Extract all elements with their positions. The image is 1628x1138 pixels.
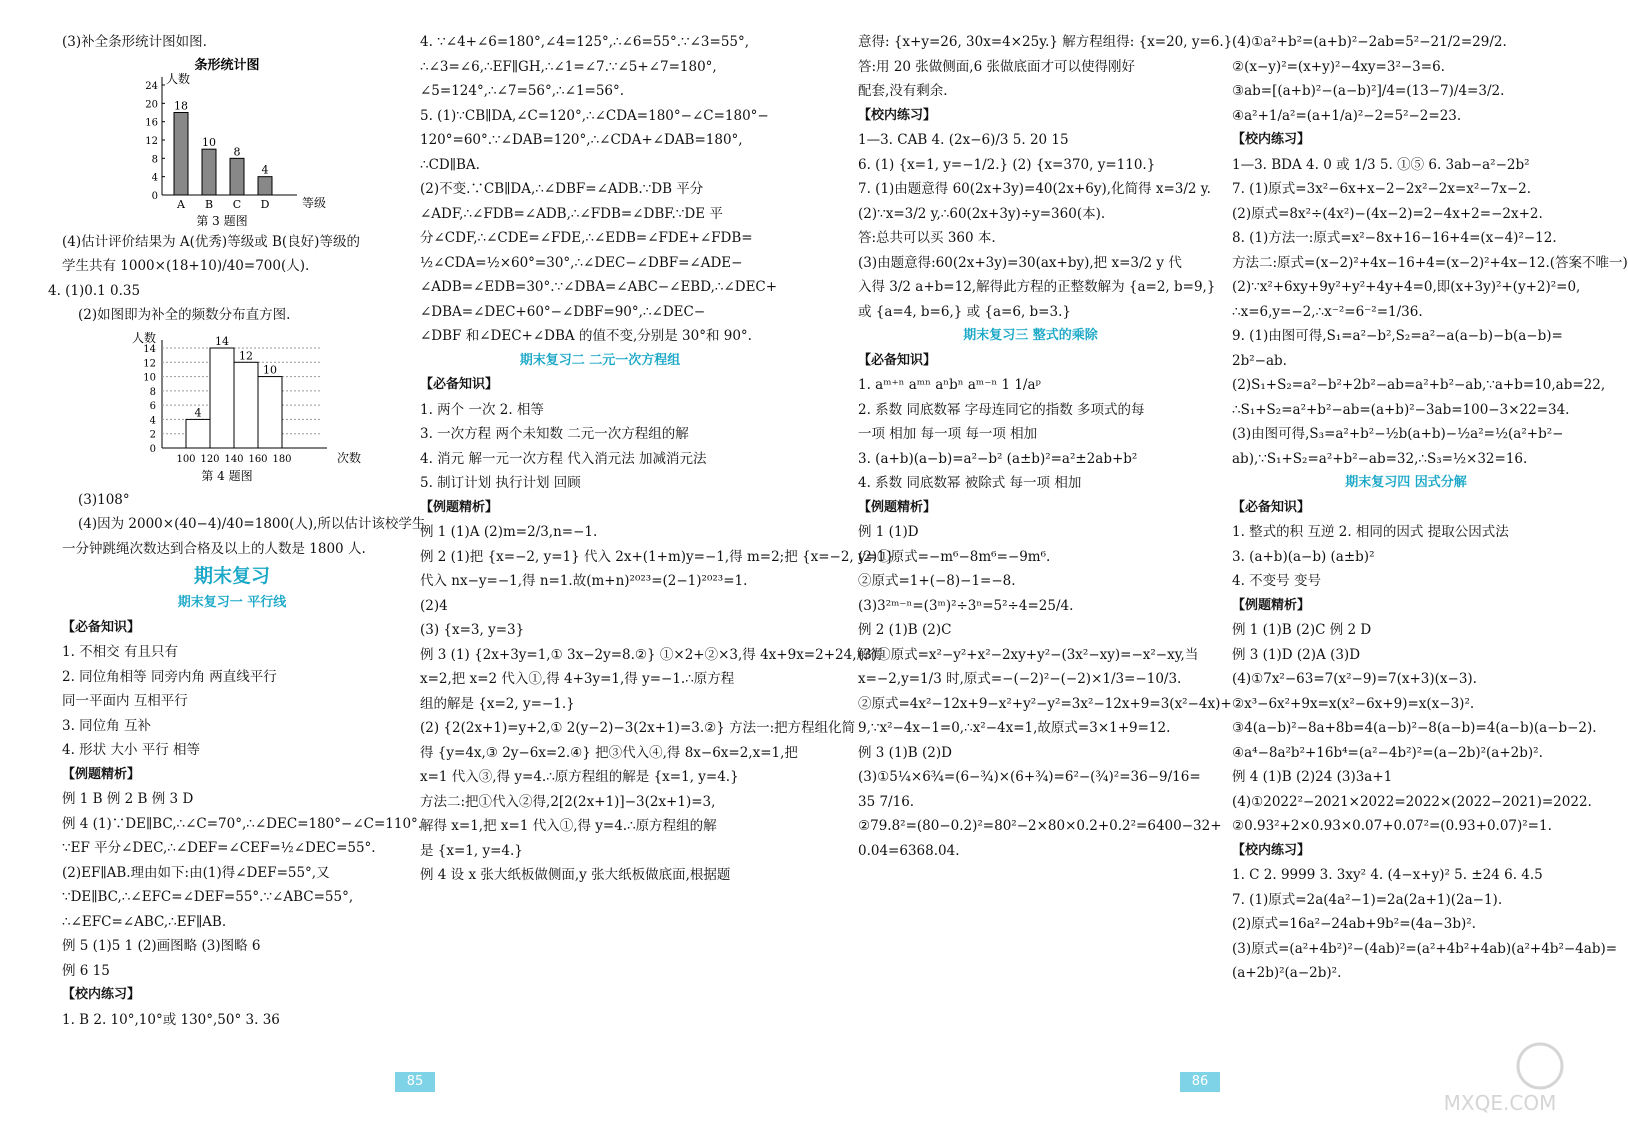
text-line: 1. B 2. 10°,10°或 130°,50° 3. 36 <box>62 1011 280 1028</box>
text-line: 4. 形状 大小 平行 相等 <box>62 742 201 758</box>
text-line: ∴S₁+S₂=a²+b²−ab=(a+b)²−3ab=100−3×22=34. <box>1232 401 1570 418</box>
y-tick-label: 4 <box>149 414 156 426</box>
text-line: 例 1 (1)A (2)m=2/3,n=−1. <box>420 524 598 540</box>
column-4 <box>1232 30 1628 986</box>
text-line: 3. (a+b)(a−b) (a±b)² <box>1232 548 1375 565</box>
column-3-lines <box>858 30 1233 324</box>
text-line: (2) {2(2x+1)=y+2,① 2(y−2)−3(2x+1)=3.②} 方法一:把方程组化简 <box>420 720 856 736</box>
text-line: (2)不变.∵CB∥DA,∴∠DBF=∠ADB.∵DB 平分 <box>420 181 704 197</box>
text-line: ③4(a−b)²−8a+8b=4(a−b)²−8(a−b)=4(a−b)(a−b−2). <box>1232 720 1597 736</box>
text-line: (3)原式=(a²+4b²)²−(4ab)²=(a²+4b²+4ab)(a²+4b²−4ab)= <box>1232 940 1618 957</box>
page-number-right: 86 <box>1180 1072 1220 1092</box>
text-line: 8. (1)方法一:原式=x²−8x+16−16+4=(x−4)²−12. <box>1232 230 1557 246</box>
column-3 <box>858 30 1233 863</box>
watermark-text: MXQE.COM <box>1443 1091 1557 1115</box>
text-line: x=2,把 x=2 代入①,得 4+3y=1,得 y=−1.∴原方程 <box>420 671 735 687</box>
text-line: (2)4 <box>420 597 448 614</box>
y-tick-label: 0 <box>149 443 156 455</box>
text-line: ∠ADB=∠EDB=30°.∵∠DBA=∠ABC−∠EBD,∴∠DEC+ <box>420 279 778 295</box>
bar-value-label: 14 <box>215 334 229 348</box>
section-4-lines <box>1232 496 1618 986</box>
text-line: 例 4 (1)B (2)24 (3)3a+1 <box>1232 769 1393 785</box>
text-line: ②79.8²=(80−0.2)²=80²−2×80×0.2+0.2²=6400−32+ <box>858 818 1222 834</box>
text-line: 4. 不变号 变号 <box>1232 573 1321 589</box>
text-line: (3)由题意得:60(2x+3y)=30(ax+by),把 x=3/2 y 代 <box>858 254 1182 271</box>
text-line: (2)S₁+S₂=a²−b²+2b²−ab=a²+b²−ab,∵a+b=10,ab=22, <box>1232 377 1606 393</box>
watermark-logo <box>1420 1038 1580 1118</box>
text-line: (2)∵x²+6xy+9y²+y²+4y+4=0,即(x+3y)²+(y+2)²=0, <box>1232 279 1581 295</box>
text-line: 或 {a=4, b=6,} 或 {a=6, b=3.} <box>858 303 1071 320</box>
text-line: ab),∵S₁+S₂=a²+b²−ab=32,∴S₃=½×32=16. <box>1232 450 1528 467</box>
y-tick-label: 24 <box>145 80 158 92</box>
subheading: 【校内练习】 <box>858 107 937 123</box>
x-tick-label: A <box>177 197 185 211</box>
histogram-svg <box>62 328 392 488</box>
text-line: (2)EF∥AB.理由如下:由(1)得∠DEF=55°,又 <box>62 864 330 881</box>
subheading: 【必备知识】 <box>420 377 499 392</box>
section-title: 期末复习四 因式分解 <box>1345 475 1467 490</box>
text-line: 例 3 (1) {2x+3y=1,① 3x−2y=8.②} ①×2+②×3,得 4x+9x=2+24,解得 <box>420 646 884 663</box>
text-line: ½∠CDA=½×60°=30°,∴∠DEC−∠DBF=∠ADE− <box>420 254 743 271</box>
subheading: 【必备知识】 <box>858 352 937 368</box>
text-line: 5. 制订计划 执行计划 回顾 <box>420 475 581 491</box>
bar <box>202 149 216 195</box>
histogram-bar <box>258 376 282 447</box>
text-line: (4)①7x²−63=7(x²−9)=7(x+3)(x−3). <box>1232 671 1477 687</box>
section-3-lines <box>858 349 1232 864</box>
text-line: 1. 不相交 有且只有 <box>62 644 178 660</box>
text-line: 7. (1)原式=3x²−6x+x−2−2x²−2x=x²−7x−2. <box>1232 181 1532 197</box>
text-line: (2)原式=8x²÷(4x²)−(4x−2)=2−4x+2=−2x+2. <box>1232 205 1543 222</box>
text-line: 方法二:原式=(x−2)²+4x−16+4=(x−2)²+4x−12.(答案不唯一) <box>1232 254 1628 271</box>
bar-value-label: 10 <box>263 363 277 377</box>
text-line: ④a⁴−8a²b²+16b⁴=(a²−4b²)²=(a−2b)²(a+2b)². <box>1232 744 1543 761</box>
text-line: 分∠CDF,∴∠CDE=∠FDE,∴∠EDB=∠FDE+∠FDB= <box>420 230 753 246</box>
text-line: 1. 整式的积 互逆 2. 相同的因式 提取公因式法 <box>1232 524 1509 540</box>
y-tick-label: 6 <box>149 400 156 412</box>
text-line: 3. 一次方程 两个未知数 二元一次方程组的解 <box>420 426 689 442</box>
y-axis-label: 人数 <box>166 71 191 86</box>
text-line: 1. 两个 一次 2. 相等 <box>420 401 544 418</box>
text-line: (2)原式=16a²−24ab+9b²=(4a−3b)². <box>1232 916 1476 932</box>
text-line: ∴∠EFC=∠ABC,∴EF∥AB. <box>62 913 227 930</box>
text-line: 7. (1)由题意得 60(2x+3y)=40(2x+6y),化简得 x=3/2 y. <box>858 181 1211 197</box>
bar-value-label: 12 <box>239 348 253 362</box>
text-line: 例 2 (1)把 {x=−2, y=1} 代入 2x+(1+m)y=−1,得 m=2;把 {x=−2, y=1} <box>420 548 895 565</box>
text-line: 7. (1)原式=2a(4a²−1)=2a(2a+1)(2a−1). <box>1232 891 1503 908</box>
text-line: 4. 消元 解一元一次方程 代入消元法 加减消元法 <box>420 450 707 467</box>
text-line: 例 2 (1)B (2)C <box>858 622 952 638</box>
text-line: (3)①5¼×6¾=(6−¾)×(6+¾)=6²−(¾)²=36−9/16= <box>858 769 1201 785</box>
y-tick-label: 14 <box>143 343 156 355</box>
text-line: 3. 同位角 互补 <box>62 717 151 734</box>
text-line: ∴∠3=∠6,∴EF∥GH,∴∠1=∠7.∵∠5+∠7=180°, <box>420 58 717 75</box>
histogram-bar <box>234 362 258 448</box>
y-tick-label: 2 <box>149 429 156 441</box>
bar-chart-svg <box>62 55 392 230</box>
text-line: ④a²+1/a²=(a+1/a)²−2=5²−2=23. <box>1232 107 1462 124</box>
text-line: 2. 系数 同底数幂 字母连同它的指数 多项式的每 <box>858 401 1145 418</box>
text-line: (3)①原式=x²−y²+x²−2xy+y²−(3x²−xy)=−x²−xy,当 <box>858 646 1199 663</box>
bar-value-label: 18 <box>174 99 188 112</box>
text-line: 是 {x=1, y=4.} <box>420 842 523 859</box>
bar-chart <box>62 55 402 230</box>
text-line: (2)如图即为补全的频数分布直方图. <box>78 307 291 323</box>
text-line: 方法二:把①代入②得,2[2(2x+1)]−3(2x+1)=3, <box>420 793 716 810</box>
text-line: 得 {y=4x,③ 2y−6x=2.④} 把③代入④,得 8x−6x=2,x=1,把 <box>420 744 798 761</box>
column-1 <box>48 30 426 1032</box>
subheading: 【例题精析】 <box>1232 597 1311 613</box>
text-line: 35 7/16. <box>858 793 915 810</box>
text-line: (3)补全条形统计图如图. <box>62 34 207 50</box>
subheading: 【例题精析】 <box>62 766 141 782</box>
x-axis-label: 等级 <box>302 195 327 210</box>
x-tick-label: 120 <box>200 453 220 465</box>
text-line: 1—3. CAB 4. (2x−6)/3 5. 20 15 <box>858 132 1069 148</box>
text-line: ③ab=[(a+b)²−(a−b)²]/4=(13−7)/4=3/2. <box>1232 83 1505 99</box>
text-line: ∴x=6,y=−2,∴x⁻²=6⁻²=1/36. <box>1232 303 1423 320</box>
text-line: (4)①2022²−2021×2022=2022×(2022−2021)=2022. <box>1232 793 1592 810</box>
text-line: (4)①a²+b²=(a+b)²−2ab=5²−21/2=29/2. <box>1232 34 1507 50</box>
chart-title: 条形统计图 <box>194 57 260 73</box>
bar-value-label: 4 <box>261 163 269 177</box>
y-tick-label: 12 <box>145 135 158 147</box>
text-line: ②0.93²+2×0.93×0.07+0.07²=(0.93+0.07)²=1. <box>1232 818 1552 834</box>
text-line: x=1 代入③,得 y=4.∴原方程组的解是 {x=1, y=4.} <box>420 769 739 785</box>
section-title: 期末复习一 平行线 <box>177 595 287 610</box>
text-line: 例 1 (1)B (2)C 例 2 D <box>1232 622 1372 638</box>
x-tick-label: 160 <box>248 453 268 465</box>
text-line: (3) {x=3, y=3} <box>420 622 525 638</box>
text-line: 1. C 2. 9999 3. 3xy² 4. (4−x+y)² 5. ±24 6. 4.5 <box>1232 867 1543 883</box>
y-tick-label: 16 <box>145 117 158 129</box>
text-line: 4. ∵∠4+∠6=180°,∠4=125°,∴∠6=55°.∵∠3=55°, <box>420 34 750 50</box>
chart-caption: 第 3 题图 <box>196 213 248 228</box>
subheading: 【校内练习】 <box>1232 132 1311 147</box>
subheading: 【校内练习】 <box>62 987 141 1002</box>
text-line: 解得 x=1,把 x=1 代入①,得 y=4.∴原方程组的解 <box>420 818 717 834</box>
text-line: 1—3. BDA 4. 0 或 1/3 5. ①⑤ 6. 3ab−a²−2b² <box>1232 156 1530 173</box>
bar-value-label: 4 <box>194 405 202 419</box>
column-4-lines <box>1232 30 1628 471</box>
text-line: ∠DBF 和∠DEC+∠DBA 的值不变,分别是 30°和 90°. <box>420 328 752 344</box>
x-tick-label: 180 <box>272 453 292 465</box>
text-line: 1. aᵐ⁺ⁿ aᵐⁿ aⁿbⁿ aᵐ⁻ⁿ 1 1/aᵖ <box>858 377 1041 393</box>
text-line: 例 4 设 x 张大纸板做侧面,y 张大纸板做底面,根据题 <box>420 867 731 883</box>
y-tick-label: 8 <box>151 153 158 165</box>
text-line: ∠5=124°,∴∠7=56°,∴∠1=56°. <box>420 83 625 99</box>
text-line: 3. (a+b)(a−b)=a²−b² (a±b)²=a²±2ab+b² <box>858 450 1138 467</box>
text-line: 学生共有 1000×(18+10)/40=700(人). <box>62 258 310 274</box>
text-line: (2)①原式=−m⁶−8m⁶=−9m⁶. <box>858 548 1051 565</box>
text-line: 0.04=6368.04. <box>858 842 960 859</box>
subheading: 【例题精析】 <box>858 499 937 515</box>
y-tick-label: 4 <box>151 172 158 184</box>
page-number-left: 85 <box>395 1072 435 1092</box>
text-line: 意得: {x+y=26, 30x=4×25y.} 解方程组得: {x=20, y=6.} <box>858 34 1233 50</box>
y-tick-label: 0 <box>151 190 158 202</box>
text-line: (a+2b)²(a−2b)². <box>1232 965 1342 981</box>
text-line: ②x³−6x²+9x=x(x²−6x+9)=x(x−3)². <box>1232 695 1475 712</box>
text-line: (2)∵x=3/2 y,∴60(2x+3y)÷y=360(本). <box>858 205 1106 222</box>
text-line: 代入 nx−y=−1,得 n=1.故(m+n)²⁰²³=(2−1)²⁰²³=1. <box>420 573 748 589</box>
text-line: 一项 相加 每一项 每一项 相加 <box>858 426 1038 442</box>
column-2-lines <box>420 30 780 349</box>
text-line: (4)因为 2000×(40−4)/40=1800(人),所以估计该校学生 <box>78 516 426 532</box>
text-line: (4)估计评价结果为 A(优秀)等级或 B(良好)等级的 <box>62 233 360 250</box>
text-line: ②原式=1+(−8)−1=−8. <box>858 573 1016 589</box>
subheading: 【必备知识】 <box>1232 499 1311 515</box>
text-line: 4. 系数 同底数幂 被除式 每一项 相加 <box>858 475 1082 491</box>
text-line: 入得 3/2 a+b=12,解得此方程的正整数解为 {a=2, b=9,} <box>858 279 1216 295</box>
histogram <box>62 328 402 488</box>
text-line: ②原式=4x²−12x+9−x²+y²−y²=3x²−12x+9=3(x²−4x)+ <box>858 695 1232 712</box>
text-line: 例 1 B 例 2 B 例 3 D <box>62 791 194 807</box>
text-line: 2. 同位角相等 同旁内角 两直线平行 <box>62 668 277 685</box>
text-line: 例 1 (1)D <box>858 524 919 540</box>
x-tick-label: 140 <box>224 453 244 465</box>
text-line: x=−2,y=1/3 时,原式=−(−2)²−(−2)×1/3=−10/3. <box>858 671 1182 687</box>
text-line: 5. (1)∵CB∥DA,∠C=120°,∴∠CDA=180°−∠C=180°− <box>420 107 769 124</box>
section-title: 期末复习二 二元一次方程组 <box>519 352 681 368</box>
bar-value-label: 10 <box>202 135 216 149</box>
y-tick-label: 10 <box>143 372 156 384</box>
text-line: ②(x−y)²=(x+y)²−4xy=3²−3=6. <box>1232 58 1445 75</box>
bar <box>174 112 188 195</box>
bar <box>258 176 272 194</box>
text-line: 一分钟跳绳次数达到合格及以上的人数是 1800 人. <box>62 540 366 557</box>
x-tick-label: B <box>204 197 214 211</box>
section-title: 期末复习三 整式的乘除 <box>963 328 1098 343</box>
text-line: (3)由图可得,S₃=a²+b²−½b(a+b)−½a²=½(a²+b²− <box>1232 426 1564 442</box>
text-line: 例 3 (1)D (2)A (3)D <box>1232 646 1361 663</box>
text-line: 例 3 (1)B (2)D <box>858 744 952 761</box>
text-line: 组的解是 {x=2, y=−1.} <box>420 695 575 712</box>
subheading: 【校内练习】 <box>1232 842 1311 858</box>
text-line: 6. (1) {x=1, y=−1/2.} (2) {x=370, y=110.} <box>858 156 1156 173</box>
text-line: 配套,没有剩余. <box>858 83 948 99</box>
text-line: ∵EF 平分∠DEC,∴∠DEF=∠CEF=½∠DEC=55°. <box>62 840 376 856</box>
histogram-bar <box>210 348 234 448</box>
text-line: 例 6 15 <box>62 962 110 979</box>
x-axis-label: 次数 <box>337 450 362 465</box>
x-tick-label: D <box>260 197 270 211</box>
text-line: ∴CD∥BA. <box>420 156 480 173</box>
bar-value-label: 8 <box>233 144 241 158</box>
text-line: ∠DBA=∠DEC+60°−∠DBF=90°,∴∠DEC− <box>420 303 706 320</box>
y-tick-label: 12 <box>143 357 156 369</box>
y-tick-label: 8 <box>149 386 156 398</box>
subheading: 【例题精析】 <box>420 499 499 515</box>
chart-caption: 第 4 题图 <box>201 468 253 483</box>
text-line: 例 5 (1)5 1 (2)画图略 (3)图略 6 <box>62 938 261 954</box>
x-tick-label: C <box>232 197 242 211</box>
bar <box>230 158 244 195</box>
y-axis-label: 人数 <box>132 330 157 345</box>
subheading: 【必备知识】 <box>62 619 141 635</box>
text-line: (3)108° <box>78 491 130 508</box>
text-line: ∠ADF,∴∠FDB=∠ADB,∴∠FDB=∠DBF.∵DE 平 <box>420 205 723 222</box>
text-line: (3)3²ᵐ⁻ⁿ=(3ᵐ)²÷3ⁿ=5²÷4=25/4. <box>858 597 1074 614</box>
text-line: 答:总共可以买 360 本. <box>858 230 996 246</box>
text-line: 答:用 20 张做侧面,6 张做底面才可以使得刚好 <box>858 58 1135 75</box>
text-line: 120°=60°.∵∠DAB=120°,∴∠CDA+∠DAB=180°, <box>420 132 743 148</box>
text-line: ∵DE∥BC,∴∠EFC=∠DEF=55°.∵∠ABC=55°, <box>62 889 354 905</box>
text-line: 9,∵x²−4x−1=0,∴x²−4x=1,故原式=3×1+9=12. <box>858 720 1171 736</box>
x-tick-label: 100 <box>176 453 196 465</box>
text-line: 2b²−ab. <box>1232 352 1287 369</box>
y-tick-label: 20 <box>145 98 158 110</box>
histogram-bar <box>186 419 210 448</box>
text-line: 4. (1)0.1 0.35 <box>48 282 141 299</box>
text-line: 9. (1)由图可得,S₁=a²−b²,S₂=a²−a(a−b)−b(a−b)= <box>1232 328 1563 344</box>
section-1-lines <box>62 616 423 1033</box>
review-title: 期末复习 <box>193 565 270 587</box>
text-line: 例 4 (1)∵DE∥BC,∴∠C=70°,∴∠DEC=180°−∠C=110°. <box>62 815 423 832</box>
text-line: 同一平面内 互相平行 <box>62 693 188 709</box>
